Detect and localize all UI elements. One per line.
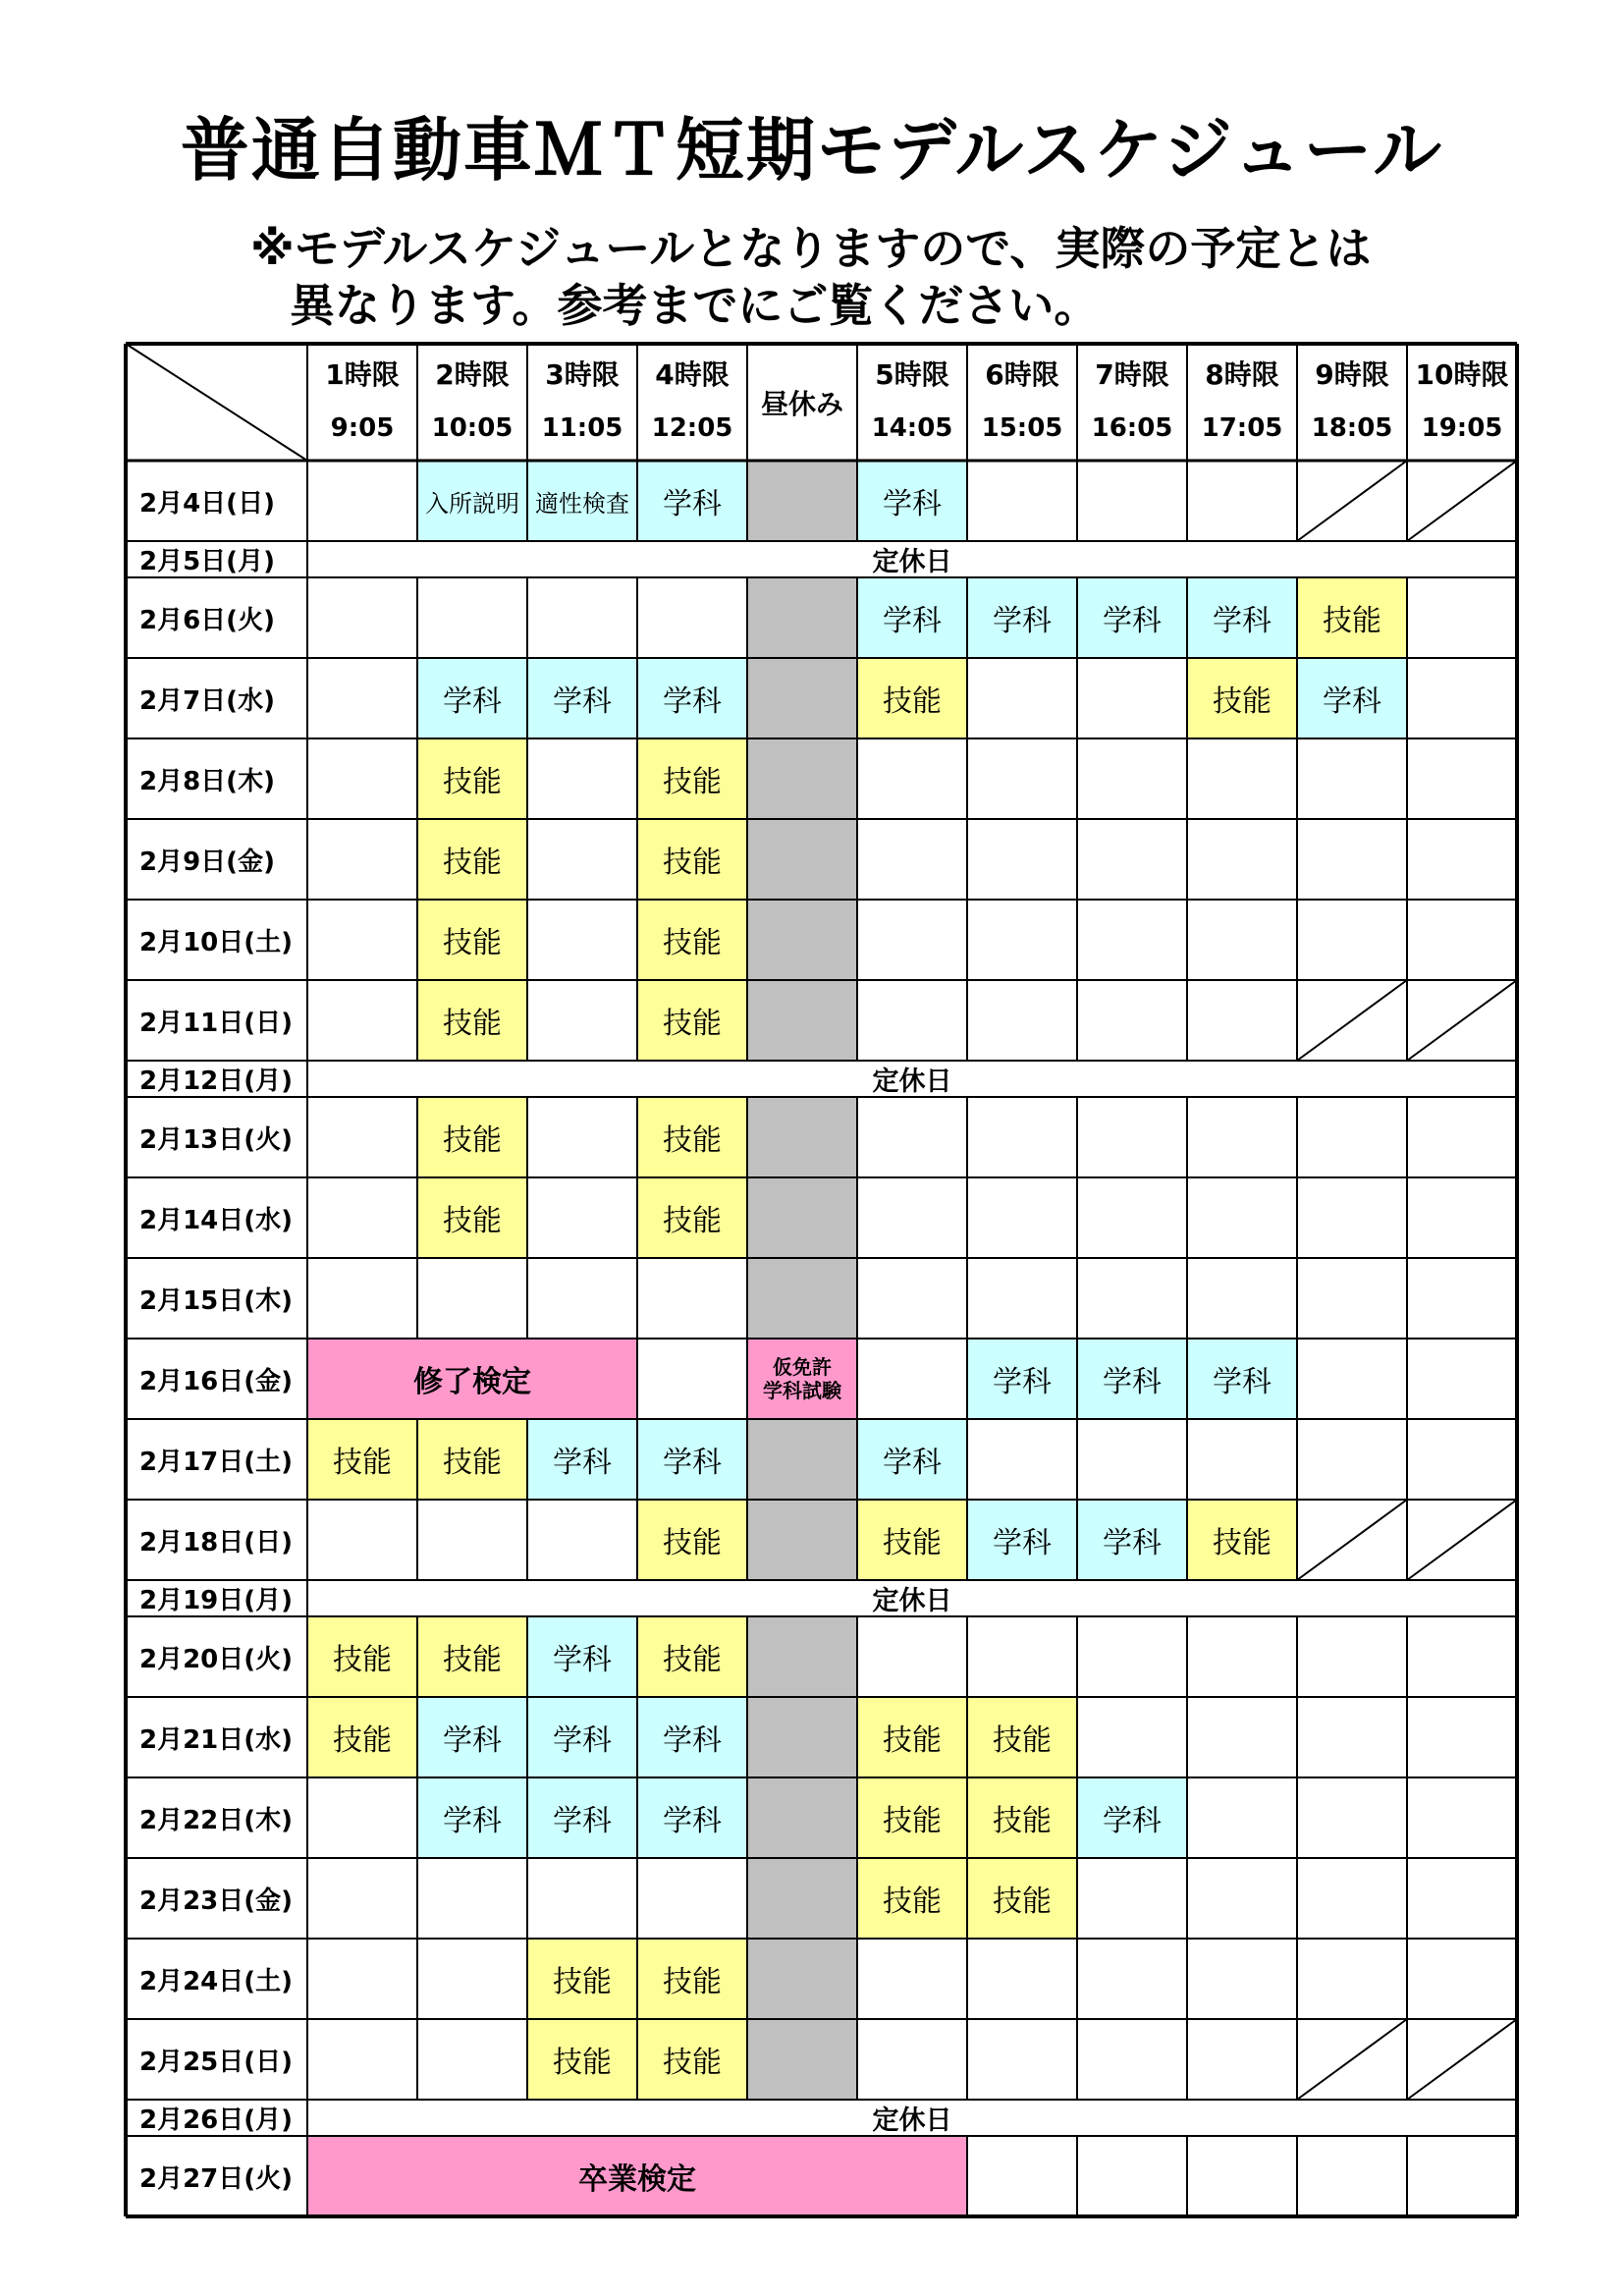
cell-fill-lunch — [747, 577, 857, 658]
cell-fill-lunch — [747, 1097, 857, 1177]
schedule-cell: 技能 — [883, 1723, 942, 1758]
schedule-cell: 技能 — [883, 1804, 942, 1838]
row-date: 2月27日(火) — [139, 2163, 294, 2194]
schedule-cell: 技能 — [993, 1804, 1052, 1838]
row-date: 2月8日(木) — [139, 766, 275, 796]
unavailable-slash — [1407, 461, 1517, 541]
schedule-cell: 技能 — [883, 684, 942, 719]
schedule-cell: 技能 — [333, 1723, 392, 1758]
schedule-cell: 学科 — [663, 1446, 722, 1480]
cell-fill-lunch — [747, 900, 857, 980]
schedule-cell: 学科 — [553, 1643, 612, 1677]
cell-fill-lunch — [747, 1858, 857, 1939]
schedule-cell: 学科 — [1213, 604, 1272, 638]
row-date: 2月16日(金) — [139, 1366, 294, 1396]
schedule-cell: 技能 — [663, 2046, 722, 2080]
schedule-cell: 卒業検定 — [578, 2162, 696, 2197]
header-period-label: 2時限 — [435, 358, 510, 391]
schedule-cell: 技能 — [443, 1204, 502, 1238]
cell-fill-lunch — [747, 980, 857, 1061]
cell-fill-lunch — [747, 658, 857, 738]
schedule-cell: 技能 — [993, 1885, 1052, 1919]
schedule-cell: 技能 — [443, 1643, 502, 1677]
cell-fill-lunch — [747, 738, 857, 819]
header-period-label: 8時限 — [1205, 358, 1279, 391]
row-date: 2月19日(月) — [139, 1586, 294, 1615]
schedule-cell: 学科 — [443, 1723, 502, 1758]
header-period-label: 4時限 — [655, 358, 730, 391]
schedule-cell: 技能 — [883, 1885, 942, 1919]
schedule-cell: 学科 — [993, 604, 1052, 638]
cell-fill-lunch — [747, 1616, 857, 1697]
schedule-cell: 学科 — [1323, 684, 1381, 719]
unavailable-slash — [1297, 461, 1407, 541]
holiday-label: 定休日 — [872, 2105, 952, 2136]
cell-fill-lunch — [747, 1777, 857, 1858]
header-period-time: 14:05 — [871, 413, 953, 443]
row-date: 2月12日(月) — [139, 1066, 294, 1096]
unavailable-slash — [1407, 980, 1517, 1061]
schedule-cell: 学科 — [553, 684, 612, 719]
cell-fill-lunch — [747, 1258, 857, 1339]
schedule-cell: 学科 — [883, 487, 942, 521]
row-date: 2月4日(日) — [139, 488, 275, 519]
cell-fill-lunch — [747, 1500, 857, 1580]
header-period-label: 1時限 — [325, 358, 400, 391]
row-date: 2月25日(日) — [139, 2047, 294, 2077]
schedule-cell: 学科 — [663, 1804, 722, 1838]
cell-fill-lunch — [747, 1697, 857, 1777]
cell-fill-lunch — [747, 461, 857, 541]
unavailable-slash — [1297, 1500, 1407, 1580]
schedule-cell: 学科 — [553, 1723, 612, 1758]
schedule-cell: 学科 — [663, 487, 722, 521]
schedule-cell: 学科 — [1103, 1804, 1162, 1838]
schedule-cell: 技能 — [663, 1965, 722, 1999]
row-date: 2月20日(火) — [139, 1644, 294, 1674]
schedule-cell: 技能 — [1213, 684, 1272, 719]
schedule-cell: 技能 — [443, 846, 502, 880]
page-title: 普通自動車ＭＴ短期モデルスケジュール — [180, 110, 1444, 191]
header-corner-diagonal — [126, 344, 307, 461]
row-date: 2月23日(金) — [139, 1886, 294, 1916]
header-period-time: 11:05 — [541, 413, 623, 443]
header-period-label: 10時限 — [1415, 358, 1509, 391]
header-period-time: 15:05 — [981, 413, 1063, 443]
schedule-cell: 技能 — [443, 765, 502, 799]
header-period-label: 6時限 — [985, 358, 1059, 391]
header-period-label: 5時限 — [875, 358, 949, 391]
header-period-time: 17:05 — [1201, 413, 1283, 443]
row-date: 2月21日(水) — [139, 1724, 294, 1755]
schedule-cell: 技能 — [663, 765, 722, 799]
row-date: 2月24日(土) — [139, 1966, 294, 1996]
header-period-time: 9:05 — [330, 413, 395, 443]
notice-line-1: ※モデルスケジュールとなりますので、実際の予定とは — [250, 222, 1372, 275]
schedule-cell: 学科 — [993, 1526, 1052, 1560]
unavailable-slash — [1407, 2019, 1517, 2100]
row-date: 2月9日(金) — [139, 847, 275, 877]
schedule-cell: 技能 — [443, 1123, 502, 1158]
row-date: 2月22日(木) — [139, 1805, 294, 1835]
schedule-cell: 学科 — [1103, 1526, 1162, 1560]
schedule-cell: 仮免許 学科試験 — [763, 1355, 841, 1402]
schedule-cell: 学科 — [663, 1723, 722, 1758]
row-date: 2月7日(水) — [139, 685, 275, 716]
schedule-cell: 技能 — [333, 1643, 392, 1677]
row-date: 2月14日(水) — [139, 1205, 294, 1235]
schedule-cell: 技能 — [553, 1965, 612, 1999]
header-period-time: 12:05 — [651, 413, 733, 443]
schedule-cell: 技能 — [993, 1723, 1052, 1758]
schedule-cell: 技能 — [663, 1123, 722, 1158]
holiday-label: 定休日 — [872, 1586, 952, 1616]
schedule-cell: 学科 — [443, 1804, 502, 1838]
cell-fill-lunch — [747, 1419, 857, 1500]
cell-fill-lunch — [747, 1939, 857, 2019]
header-period-label: 3時限 — [545, 358, 620, 391]
row-date: 2月11日(日) — [139, 1008, 294, 1038]
header-lunch-label: 昼休み — [760, 387, 843, 420]
schedule-cell: 技能 — [663, 1007, 722, 1041]
schedule-cell: 学科 — [1103, 1365, 1162, 1399]
schedule-cell: 学科 — [443, 684, 502, 719]
schedule-cell: 技能 — [663, 926, 722, 960]
unavailable-slash — [1297, 2019, 1407, 2100]
schedule-cell: 学科 — [553, 1446, 612, 1480]
row-date: 2月26日(月) — [139, 2105, 294, 2135]
schedule-cell: 学科 — [993, 1365, 1052, 1399]
schedule-cell: 技能 — [443, 926, 502, 960]
header-period-label: 7時限 — [1095, 358, 1169, 391]
row-date: 2月18日(日) — [139, 1527, 294, 1558]
header-period-time: 16:05 — [1091, 413, 1173, 443]
holiday-label: 定休日 — [872, 1066, 952, 1097]
cell-fill-lunch — [747, 1177, 857, 1258]
holiday-label: 定休日 — [872, 547, 952, 577]
schedule-cell: 技能 — [883, 1526, 942, 1560]
header-period-time: 19:05 — [1421, 413, 1503, 443]
schedule-cell: 技能 — [663, 1204, 722, 1238]
row-date: 2月5日(月) — [139, 547, 275, 576]
schedule-cell: 技能 — [443, 1446, 502, 1480]
schedule-cell: 学科 — [1103, 604, 1162, 638]
schedule-cell: 技能 — [443, 1007, 502, 1041]
schedule-cell: 学科 — [883, 1446, 942, 1480]
notice-line-2: 異なります。参考までにご覧ください。 — [290, 279, 1100, 332]
header-period-label: 9時限 — [1315, 358, 1389, 391]
unavailable-slash — [1407, 1500, 1517, 1580]
header-period-time: 18:05 — [1311, 413, 1393, 443]
schedule-cell: 技能 — [333, 1446, 392, 1480]
schedule-cell: 技能 — [663, 1643, 722, 1677]
schedule-cell: 学科 — [1213, 1365, 1272, 1399]
header-period-time: 10:05 — [431, 413, 514, 443]
schedule-cell: 学科 — [553, 1804, 612, 1838]
row-date: 2月15日(木) — [139, 1285, 294, 1316]
schedule-cell: 技能 — [1213, 1526, 1272, 1560]
unavailable-slash — [1297, 980, 1407, 1061]
schedule-cell: 修了検定 — [413, 1365, 531, 1399]
row-date: 2月17日(土) — [139, 1447, 294, 1477]
schedule-cell: 技能 — [553, 2046, 612, 2080]
row-date: 2月6日(火) — [139, 605, 275, 635]
row-date: 2月10日(土) — [139, 927, 294, 957]
schedule-cell: 学科 — [663, 684, 722, 719]
schedule-cell: 適性検査 — [535, 489, 629, 518]
schedule-cell: 技能 — [663, 846, 722, 880]
schedule-cell: 技能 — [1323, 604, 1381, 638]
schedule-cell: 学科 — [883, 604, 942, 638]
schedule-cell: 技能 — [663, 1526, 722, 1560]
cell-fill-lunch — [747, 2019, 857, 2100]
schedule-cell: 入所説明 — [425, 489, 519, 518]
cell-fill-lunch — [747, 819, 857, 900]
row-date: 2月13日(火) — [139, 1124, 294, 1155]
